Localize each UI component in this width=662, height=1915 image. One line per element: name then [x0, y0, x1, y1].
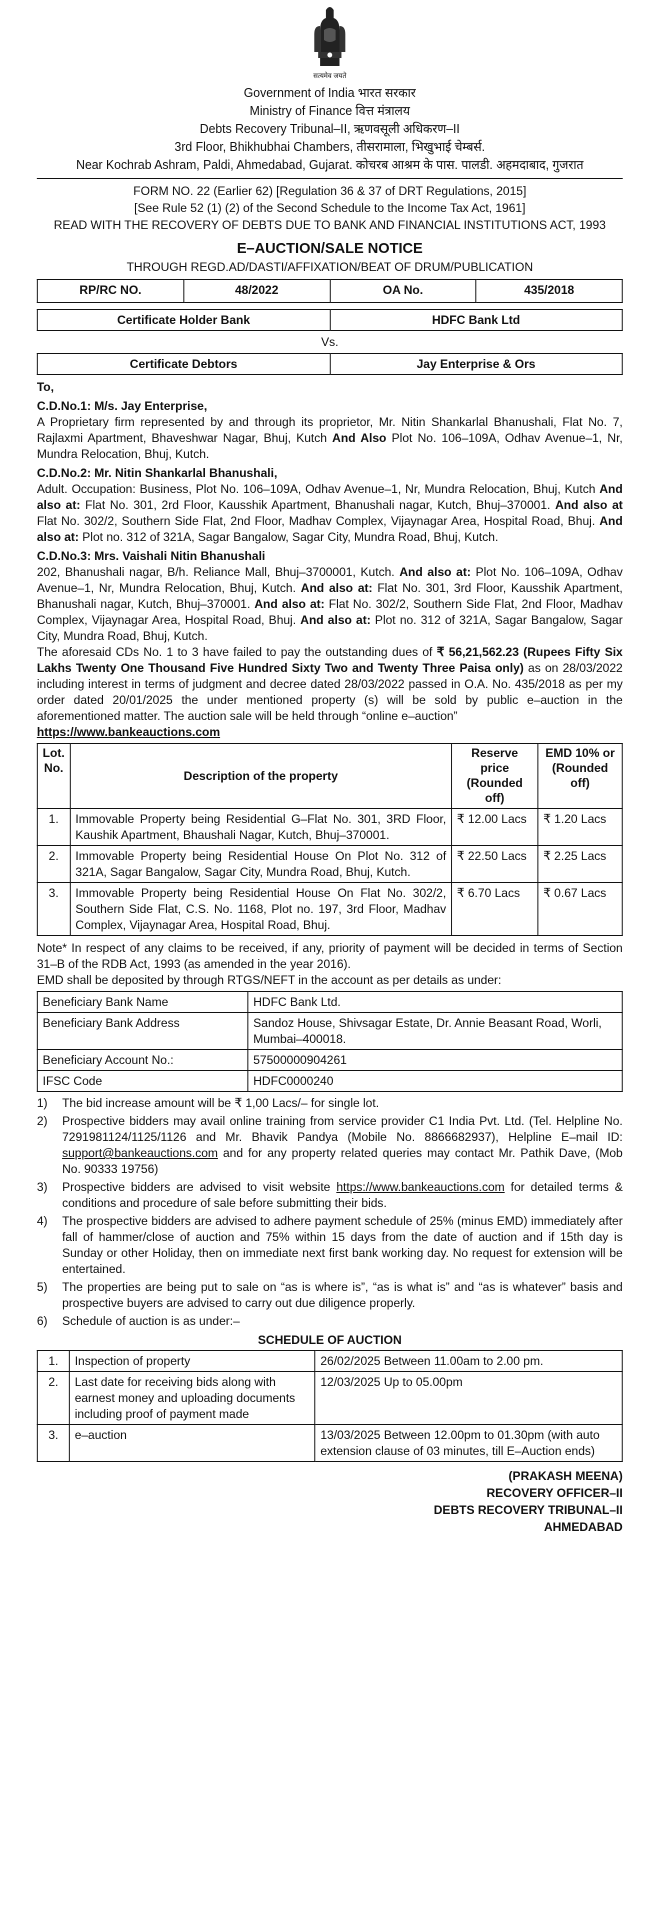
term-text-part: and for any property related queries may contact Mr. Pathik Dave, (Mob No. 90333 19756) — [62, 1146, 623, 1176]
cd1-address — [37, 414, 623, 462]
signature-block — [37, 1468, 623, 1536]
term-number: 5) — [36, 1280, 48, 1294]
schedule-item: Inspection of property — [69, 1351, 315, 1372]
table-row — [37, 846, 622, 883]
schedule-number: 3. — [37, 1425, 69, 1462]
list-item — [37, 1095, 623, 1111]
bank-value: Sandoz House, Shivsagar Estate, Dr. Annie Beasant Road, Worli, Mumbai–400018. — [248, 1013, 622, 1050]
property-table — [37, 743, 623, 936]
header-line-3: Debts Recovery Tribunal–II, ऋणवसूली अधिकरण–II — [199, 122, 460, 136]
debtors-table — [37, 353, 623, 375]
property-desc: Immovable Property being Residential House On Flat No. 302/2, Southern Side Flat, C.S. No. 1168, Plot no. 197, 3rd Floor, Madhav Complex, Vijaynagar Area, Hospital Road, Bhuj. — [70, 883, 451, 936]
reserve-price: ₹ 6.70 Lacs — [452, 883, 538, 936]
table-row — [37, 1425, 622, 1462]
versus: Vs. — [321, 335, 339, 349]
cd3-bold: And also at: — [399, 565, 471, 579]
cd1-heading: C.D.No.1: M/s. Jay Enterprise, — [36, 399, 208, 413]
cd3-bold: And also at: — [254, 597, 325, 611]
case-number-table — [37, 279, 623, 303]
holder-label: Certificate Holder Bank — [37, 310, 329, 331]
schedule-title: SCHEDULE OF AUCTION — [257, 1333, 402, 1347]
emd-amount: ₹ 2.25 Lacs — [538, 846, 622, 883]
col-emd: EMD 10% or (Rounded off) — [538, 744, 622, 809]
bank-details-table — [37, 991, 623, 1092]
bank-value: HDFC Bank Ltd. — [248, 992, 622, 1013]
table-row — [37, 883, 622, 936]
lot-no: 2. — [37, 846, 70, 883]
officer-designation: RECOVERY OFFICER–II — [486, 1486, 623, 1500]
rprc-value: 48/2022 — [184, 280, 330, 303]
form-line-1: FORM NO. 22 (Earlier 62) [Regulation 36 & 37 of DRT Regulations, 2015] — [133, 184, 527, 198]
term-text — [62, 1179, 623, 1211]
term-text-part: Prospective bidders are advised to visit website — [62, 1180, 337, 1194]
header-line-5: Near Kochrab Ashram, Paldi, Ahmedabad, Gujarat. कोचरब आश्रम के पास. पालडी. अहमदाबाद, गुजरात — [76, 158, 584, 172]
cd1-text: Plot No. 106–109A, Odhav Avenue–1, Nr, Mundra Relocation, Bhuj, Kutch. — [36, 431, 623, 461]
cd3-bold: And also at: — [300, 613, 371, 627]
lot-no: 3. — [37, 883, 70, 936]
cd3-text: Plot No. 106–109A, Odhav Avenue–1, Nr, Mundra Relocation, Bhuj, Kutch. — [36, 565, 623, 595]
lot-no: 1. — [37, 809, 70, 846]
table-row — [37, 809, 622, 846]
list-item — [37, 1213, 623, 1277]
support-email-link[interactable]: support@bankeauctions.com — [62, 1146, 218, 1160]
list-item — [37, 1113, 623, 1177]
col-lot: Lot. No. — [37, 744, 70, 809]
cd3-heading: C.D.No.3: Mrs. Vaishali Nitin Bhanushali — [36, 549, 266, 563]
list-item — [37, 1279, 623, 1311]
dues-text: The aforesaid CDs No. 1 to 3 have failed to pay the outstanding dues of — [36, 645, 437, 659]
schedule-item: e–auction — [69, 1425, 315, 1462]
emd-amount: ₹ 0.67 Lacs — [538, 883, 622, 936]
table-row — [37, 1071, 622, 1092]
emd-amount: ₹ 1.20 Lacs — [538, 809, 622, 846]
cd2-text: Adult. Occupation: Business, Plot No. 106–109A, Odhav Avenue–1, Nr, Mundra Relocation, Bhuj, Kutch — [36, 482, 600, 496]
cd3-text: Flat No. 302/2, Southern Side Flat, 2nd Floor, Madhav Complex, Vijaynagar Area, Hospital Road, Bhuj. — [36, 597, 623, 627]
cd1-bold: And Also — [332, 431, 387, 445]
website-link[interactable]: https://www.bankeauctions.com — [336, 1180, 505, 1194]
priority-note: Note* In respect of any claims to be received, if any, priority of payment will be decided in terms of Section 31–B of the RDB Act, 1993 (as amended in the year 2016). — [36, 941, 623, 971]
term-number: 2) — [36, 1114, 48, 1128]
form-line-2: [See Rule 52 (1) (2) of the Second Schedule to the Income Tax Act, 1961] — [134, 201, 526, 215]
term-text — [62, 1113, 623, 1177]
header-line-2: Ministry of Finance वित्त मंत्रालय — [249, 104, 410, 118]
table-row — [37, 992, 622, 1013]
schedule-number: 2. — [37, 1372, 69, 1425]
table-row — [37, 1351, 622, 1372]
term-text: The properties are being put to sale on “as is where is”, “as is what is” and “as is whatever” basis and prospective buyers are advised to carry out due diligence properly. — [62, 1280, 623, 1310]
bank-label: IFSC Code — [37, 1071, 248, 1092]
term-text: Schedule of auction is as under:– — [62, 1314, 240, 1328]
list-item — [37, 1179, 623, 1211]
national-emblem-icon — [307, 0, 354, 78]
schedule-date: 26/02/2025 Between 11.00am to 2.00 pm. — [315, 1351, 622, 1372]
reserve-price: ₹ 12.00 Lacs — [452, 809, 538, 846]
to-line: To, — [36, 380, 55, 394]
header-line-1: Government of India भारत सरकार — [243, 86, 416, 100]
emblem-caption: सत्यमेव जयते — [313, 73, 347, 80]
cd3-address — [37, 564, 623, 644]
dues-text: as on 28/03/2022 including interest in terms of judgment and decree dated 28/03/2022 passed in O.A. No. 435/2018 as per my order dated 20/01/2025 the under mentioned property (s) will be sold by public e–auction in the aforementioned matter. The auction sale will be held through “online e–auction” — [36, 661, 623, 723]
cd3-bold: And also at: — [300, 581, 373, 595]
bank-label: Beneficiary Account No.: — [37, 1050, 248, 1071]
col-description: Description of the property — [70, 744, 451, 809]
term-number: 1) — [36, 1096, 48, 1110]
terms-list — [37, 1095, 623, 1329]
oa-value: 435/2018 — [476, 280, 622, 303]
cd3-text: Plot no. 312 of 321A, Sagar Bangalow, Sagar City, Mundra Road, Bhuj, Kutch. — [36, 613, 623, 643]
cd2-text: Flat No. 301, 2rd Floor, Kausshik Apartment, Bhanushali nagar, Kutch, Bhuj–370001. — [80, 498, 556, 512]
cd1-text: A Proprietary firm represented by and through its proprietor, Mr. Nitin Shankarlal Bhanushali, Flat No. 7, Rajlaxmi Apartment, Bhaveshwar Nagar, Bhuj, Kutch — [36, 415, 623, 445]
bank-value: HDFC0000240 — [248, 1071, 622, 1092]
property-desc: Immovable Property being Residential House On Plot No. 312 of 321A, Sagar Bangalow, Sagar City, Mundra Road, Bhuj, Kutch. — [70, 846, 451, 883]
cd2-heading: C.D.No.2: Mr. Nitin Shankarlal Bhanushali, — [36, 466, 278, 480]
cd3-text: 202, Bhanushali nagar, B/h. Reliance Mall, Bhuj–3700001, Kutch. — [36, 565, 400, 579]
form-line-3: READ WITH THE RECOVERY OF DEBTS DUE TO BANK AND FINANCIAL INSTITUTIONS ACT, 1993 — [53, 218, 606, 232]
property-table-header — [37, 744, 622, 809]
term-text-part: Prospective bidders may avail online training from service provider C1 India Pvt. Ltd. (Tel. Helpline No. 7291981124/1125/1126 and Mr. Bhavik Pandya (Mobile No. 8866682937), Helpline E–mail ID: — [62, 1114, 623, 1144]
divider — [37, 178, 623, 179]
term-text: The prospective bidders are advised to adhere payment schedule of 25% (minus EMD) immediately after fall of hammer/close of auction and 75% within 15 days from the date of auction and if 15th day is Sunday or other Holiday, then on immediate next first bank working day. No request for extension will be entertained. — [62, 1214, 623, 1276]
schedule-item: Last date for receiving bids along with earnest money and uploading documents including proof of payment made — [69, 1372, 315, 1425]
cd2-address — [37, 481, 623, 545]
bank-label: Beneficiary Bank Address — [37, 1013, 248, 1050]
reserve-price: ₹ 22.50 Lacs — [452, 846, 538, 883]
rprc-label: RP/RC NO. — [37, 280, 183, 303]
property-desc: Immovable Property being Residential G–Flat No. 301, 3RD Floor, Kaushik Apartment, Bhaushali Nagar, Kutch, Bhuj–370001. — [70, 809, 451, 846]
table-row — [37, 1013, 622, 1050]
term-number: 4) — [36, 1214, 48, 1228]
emd-deposit-line: EMD shall be deposited by through RTGS/NEFT in the account as per details as under: — [36, 973, 502, 987]
schedule-date: 12/03/2025 Up to 05.00pm — [315, 1372, 622, 1425]
cd2-bold: And also at — [555, 498, 623, 512]
bank-value: 57500000904261 — [248, 1050, 622, 1071]
schedule-table — [37, 1350, 623, 1462]
dues-amount: ₹ 56,21,562.23 (Rupees Fifty Six Lakhs Twenty One Thousand Five Hundred Sixty Two and Twenty Three Paisa only) — [36, 645, 623, 675]
header-line-4: 3rd Floor, Bhikhubhai Chambers, तीसरामाला, भिखुभाई चेम्बर्स. — [174, 140, 486, 154]
cd2-text: Flat No. 302/2, Southern Side Flat, 2nd Floor, Madhav Complex, Vijaynagar Area, Hospital Road, Bhuj. — [36, 514, 600, 528]
tribunal-city: AHMEDABAD — [543, 1520, 623, 1534]
table-row — [37, 1372, 622, 1425]
list-item — [37, 1313, 623, 1329]
officer-name: (PRAKASH MEENA) — [508, 1469, 623, 1483]
bank-label: Beneficiary Bank Name — [37, 992, 248, 1013]
col-reserve: Reserve price (Rounded off) — [452, 744, 538, 809]
cd3-text: Flat No. 301, 3rd Floor, Kausshik Apartment, Bhanushali nagar, Kutch, Bhuj–370001. — [36, 581, 623, 611]
schedule-date: 13/03/2025 Between 12.00pm to 01.30pm (with auto extension clause of 03 minutes, till E–Auction ends) — [315, 1425, 622, 1462]
schedule-number: 1. — [37, 1351, 69, 1372]
tribunal-name: DEBTS RECOVERY TRIBUNAL–II — [433, 1503, 623, 1517]
notice-title: E–AUCTION/SALE NOTICE — [236, 240, 423, 257]
cd2-bold: And also at: — [36, 482, 623, 512]
issuing-authority — [37, 84, 623, 174]
term-number: 6) — [36, 1314, 48, 1328]
term-text-part: for detailed terms & conditions and procedure of sale before submitting their bids. — [62, 1180, 623, 1210]
dues-paragraph — [37, 644, 623, 740]
auction-website-link[interactable]: https://www.bankeauctions.com — [36, 725, 221, 739]
holder-bank-table — [37, 309, 623, 331]
holder-value: HDFC Bank Ltd — [330, 310, 622, 331]
table-row — [37, 1050, 622, 1071]
form-reference — [37, 183, 623, 234]
cd2-bold: And also at: — [36, 514, 623, 544]
debtors-value: Jay Enterprise & Ors — [330, 354, 622, 375]
term-text: The bid increase amount will be ₹ 1,00 Lacs/– for single lot. — [62, 1096, 380, 1110]
notice-subtitle: THROUGH REGD.AD/DASTI/AFFIXATION/BEAT OF DRUM/PUBLICATION — [126, 260, 534, 274]
oa-label: OA No. — [330, 280, 476, 303]
debtors-label: Certificate Debtors — [37, 354, 329, 375]
cd2-text: Plot no. 312 of 321A, Sagar Bangalow, Sagar City, Mundra Road, Bhuj, Kutch. — [78, 530, 499, 544]
term-number: 3) — [36, 1180, 48, 1194]
